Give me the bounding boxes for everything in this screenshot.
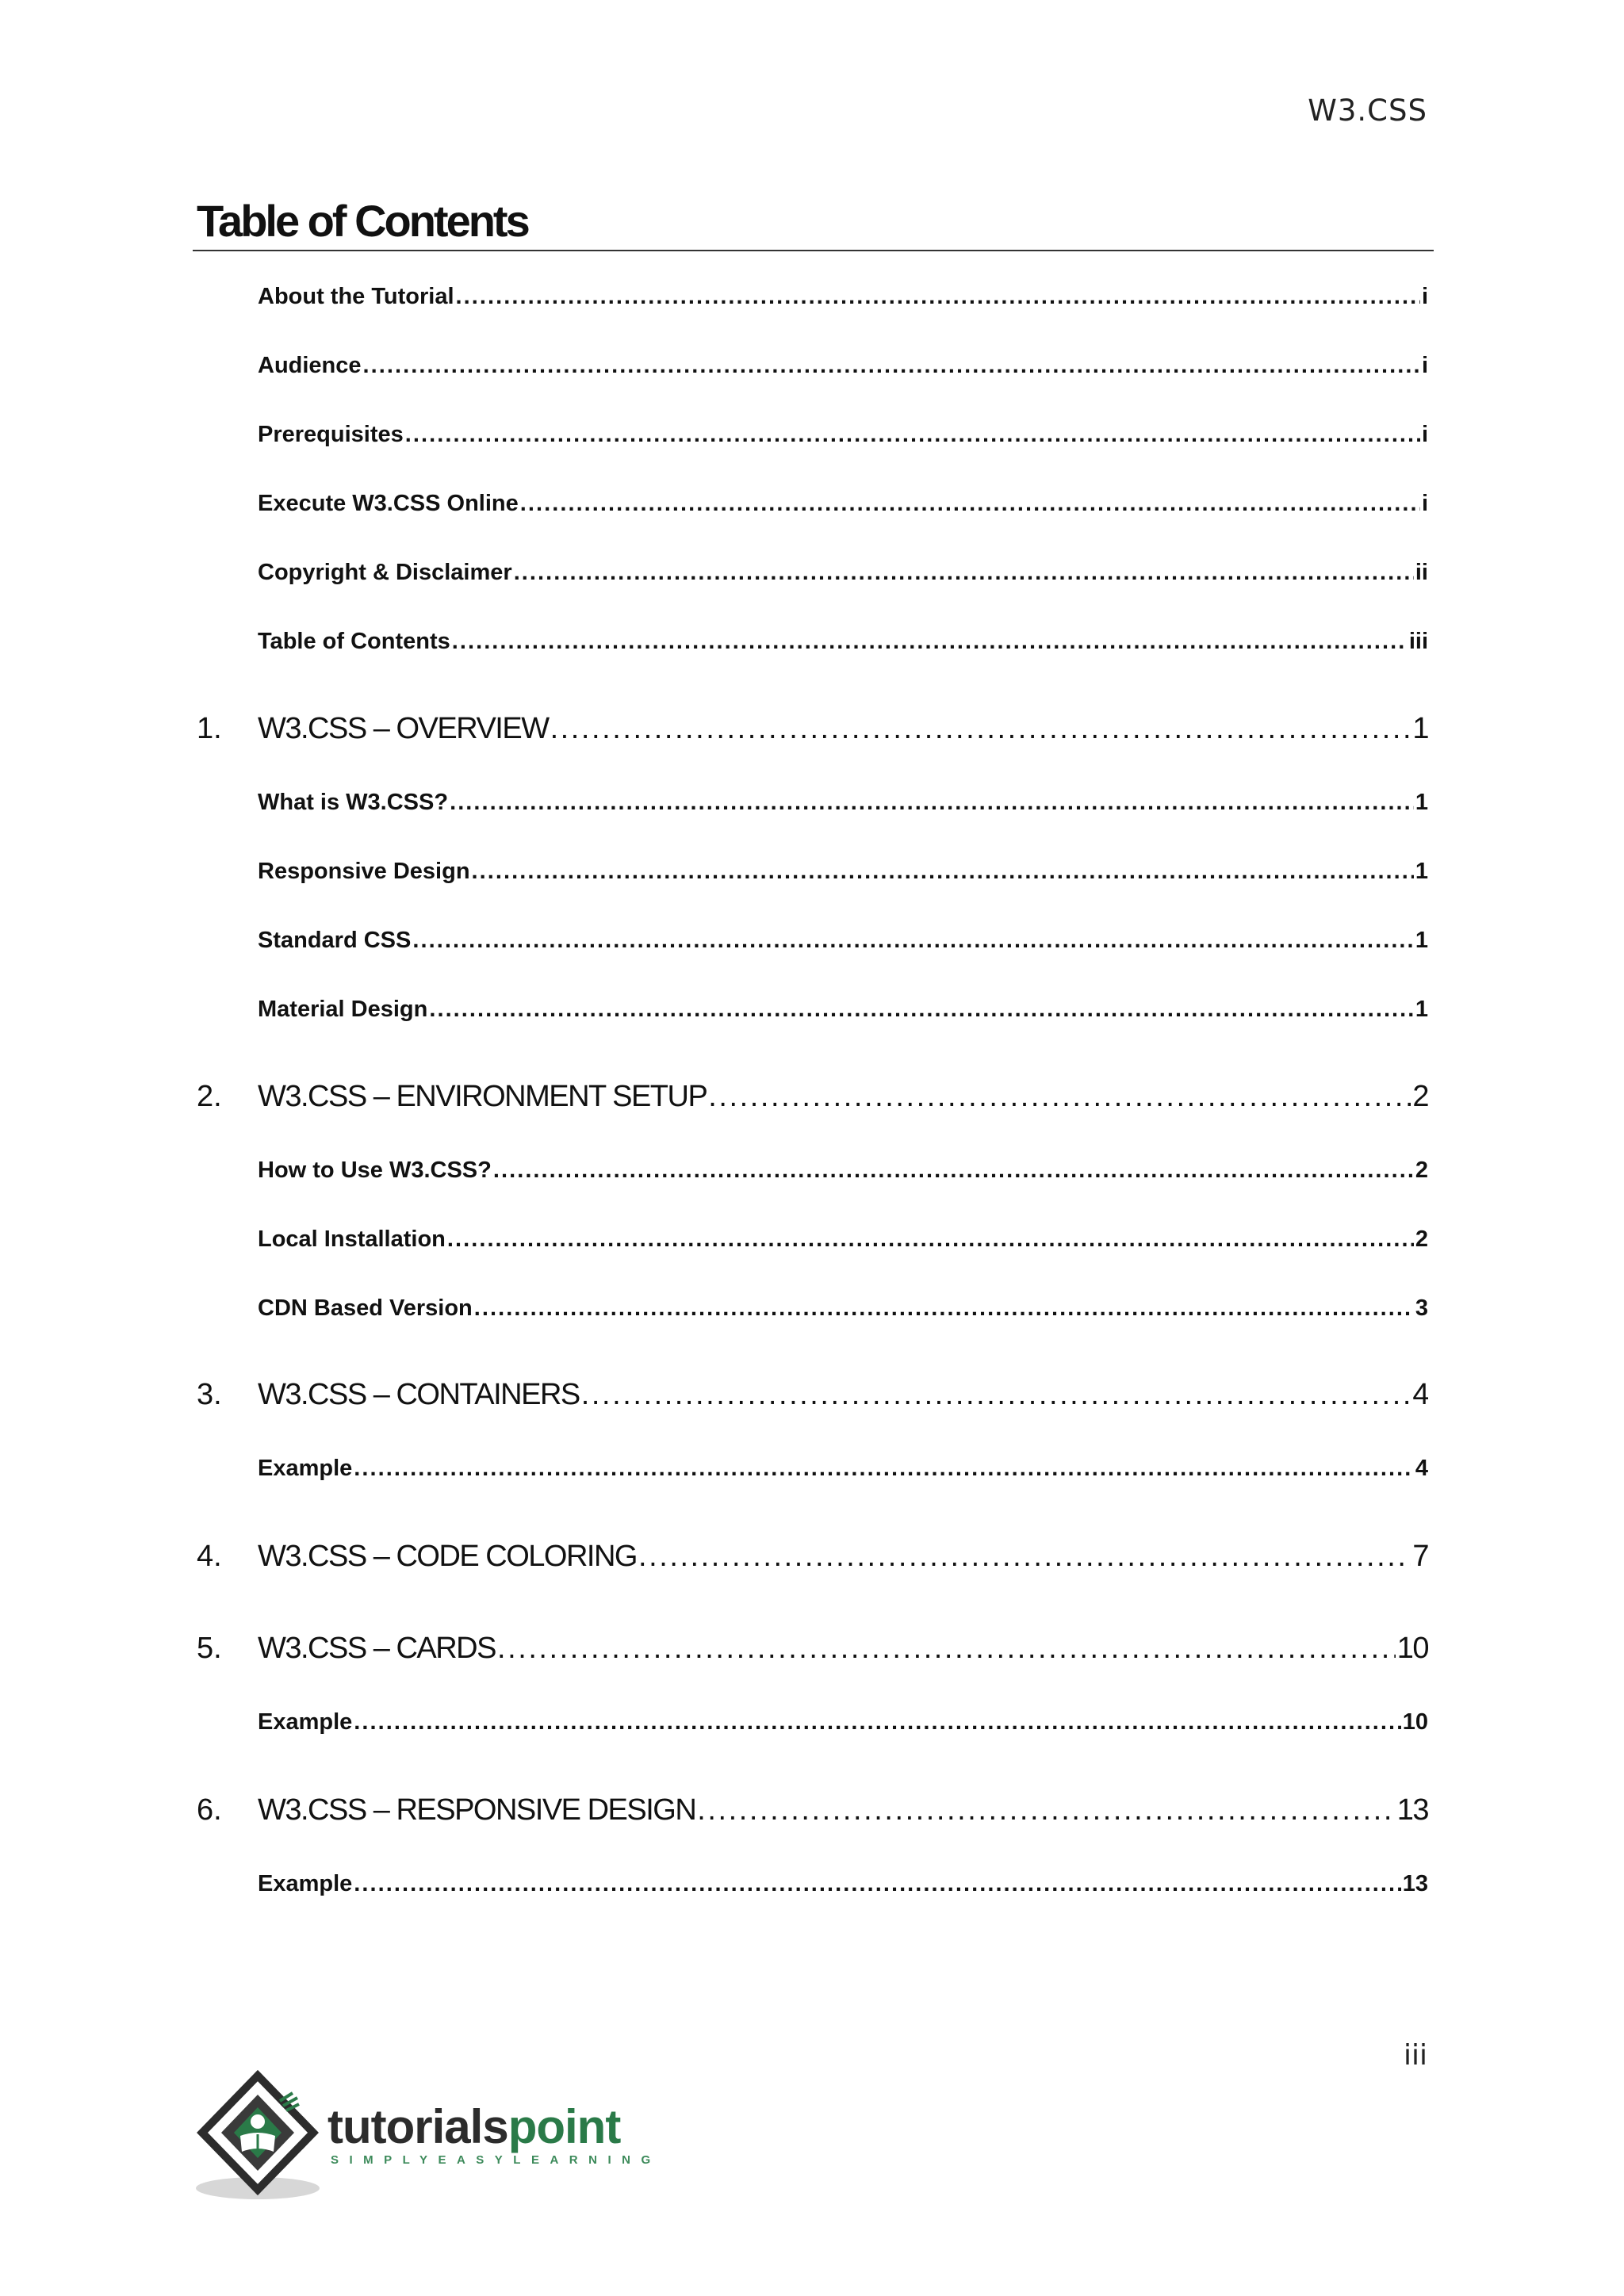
toc-entry-label: Table of Contents bbox=[258, 629, 450, 654]
dot-leader bbox=[354, 1456, 1414, 1482]
dot-leader bbox=[474, 1295, 1414, 1322]
toc-entry[interactable] bbox=[258, 1226, 1428, 1253]
dot-leader bbox=[638, 1540, 1411, 1574]
toc-entry-label: Example bbox=[258, 1871, 353, 1896]
dot-leader bbox=[472, 859, 1414, 885]
dot-leader bbox=[363, 353, 1420, 379]
toc-entry-label: About the Tutorial bbox=[258, 284, 454, 309]
dot-leader bbox=[405, 422, 1420, 448]
chapter-number: 3. bbox=[197, 1378, 222, 1411]
chapter-entry[interactable] bbox=[258, 1378, 1428, 1412]
chapter-number: 5. bbox=[197, 1632, 222, 1665]
dot-leader bbox=[354, 1871, 1400, 1897]
chapter-page: 10 bbox=[1396, 1632, 1428, 1665]
toc-entry-label: Copyright & Disclaimer bbox=[258, 560, 512, 585]
dot-leader bbox=[493, 1158, 1414, 1184]
toc-entry-label: Standard CSS bbox=[258, 928, 412, 953]
toc-entry-page: 2 bbox=[1415, 1158, 1428, 1183]
logo-emblem-icon bbox=[194, 2069, 329, 2204]
chapter-page: 7 bbox=[1412, 1540, 1428, 1573]
toc-entry-page: 2 bbox=[1415, 1226, 1428, 1252]
toc-entry-page: i bbox=[1421, 353, 1428, 378]
toc-entry-page: 1 bbox=[1415, 859, 1428, 884]
toc-entry-page: 1 bbox=[1415, 790, 1428, 815]
logo-tagline: SIMPLYEASYLEARNING bbox=[331, 2153, 661, 2167]
dot-leader bbox=[450, 790, 1414, 816]
dot-leader bbox=[550, 712, 1411, 746]
chapter-entry[interactable] bbox=[258, 1080, 1428, 1114]
toc-entry[interactable] bbox=[258, 790, 1428, 816]
toc-entry[interactable] bbox=[258, 1871, 1428, 1897]
toc-title: Table of Contents bbox=[197, 196, 528, 246]
chapter-title: W3.CSS – OVERVIEW bbox=[258, 712, 549, 745]
toc-entry[interactable] bbox=[258, 997, 1428, 1023]
dot-leader bbox=[708, 1080, 1411, 1114]
toc-entry[interactable] bbox=[258, 629, 1428, 655]
toc-entry-label: CDN Based Version bbox=[258, 1295, 473, 1321]
toc-entry-page: ii bbox=[1415, 560, 1428, 585]
title-divider bbox=[193, 250, 1434, 251]
chapter-page: 2 bbox=[1412, 1080, 1428, 1113]
toc-entry-page: 1 bbox=[1415, 928, 1428, 953]
toc-entry-label: What is W3.CSS? bbox=[258, 790, 449, 815]
dot-leader bbox=[581, 1378, 1411, 1412]
toc-entry-label: Execute W3.CSS Online bbox=[258, 491, 519, 516]
toc-entry-page: i bbox=[1421, 284, 1428, 309]
chapter-page: 4 bbox=[1412, 1378, 1428, 1411]
toc-entry-label: Audience bbox=[258, 353, 362, 378]
toc-entry-page: i bbox=[1421, 422, 1428, 447]
chapter-number: 6. bbox=[197, 1793, 222, 1827]
toc-entry-page: iii bbox=[1408, 629, 1428, 654]
toc-entry[interactable] bbox=[258, 491, 1428, 517]
dot-leader bbox=[354, 1709, 1400, 1735]
toc-entry[interactable] bbox=[258, 422, 1428, 448]
chapter-title: W3.CSS – RESPONSIVE DESIGN bbox=[258, 1793, 696, 1827]
chapter-page: 13 bbox=[1396, 1793, 1428, 1827]
toc-entry-page: 10 bbox=[1402, 1709, 1428, 1735]
toc-entry-page: 13 bbox=[1402, 1871, 1428, 1896]
logo-word-accent: point bbox=[508, 2100, 621, 2153]
logo-word-main: tutorials bbox=[327, 2100, 508, 2153]
logo-wordmark bbox=[327, 2099, 620, 2154]
dot-leader bbox=[497, 1632, 1396, 1666]
chapter-title: W3.CSS – CARDS bbox=[258, 1632, 496, 1665]
dot-leader bbox=[447, 1226, 1414, 1253]
chapter-title: W3.CSS – ENVIRONMENT SETUP bbox=[258, 1080, 707, 1113]
toc-entry-label: Local Installation bbox=[258, 1226, 446, 1252]
chapter-entry[interactable] bbox=[258, 1540, 1428, 1574]
toc-entry-label: Material Design bbox=[258, 997, 428, 1022]
chapter-entry[interactable] bbox=[258, 1793, 1428, 1827]
toc-entry-label: Responsive Design bbox=[258, 859, 470, 884]
toc-entry[interactable] bbox=[258, 284, 1428, 310]
page-number: iii bbox=[1403, 2039, 1427, 2072]
document-title: W3.CSS bbox=[1308, 94, 1427, 128]
toc-entry-page: 1 bbox=[1415, 997, 1428, 1022]
toc-entry[interactable] bbox=[258, 1295, 1428, 1322]
chapter-title: W3.CSS – CONTAINERS bbox=[258, 1378, 580, 1411]
chapter-page: 1 bbox=[1412, 712, 1428, 745]
toc-entry[interactable] bbox=[258, 1158, 1428, 1184]
toc-entry[interactable] bbox=[258, 1709, 1428, 1735]
dot-leader bbox=[520, 491, 1420, 517]
chapter-entry[interactable] bbox=[258, 1632, 1428, 1666]
toc-entry[interactable] bbox=[258, 560, 1428, 586]
dot-leader bbox=[514, 560, 1414, 586]
chapter-number: 4. bbox=[197, 1540, 222, 1573]
toc-entry[interactable] bbox=[258, 1456, 1428, 1482]
chapter-entry[interactable] bbox=[258, 712, 1428, 746]
dot-leader bbox=[452, 629, 1408, 655]
toc-entry-label: How to Use W3.CSS? bbox=[258, 1158, 492, 1183]
toc-entry-label: Example bbox=[258, 1456, 353, 1481]
toc-entry-page: i bbox=[1421, 491, 1428, 516]
toc-entry-label: Prerequisites bbox=[258, 422, 404, 447]
dot-leader bbox=[456, 284, 1420, 310]
chapter-number: 1. bbox=[197, 712, 222, 745]
dot-leader bbox=[429, 997, 1414, 1023]
tutorialspoint-logo bbox=[194, 2069, 661, 2212]
dot-leader bbox=[412, 928, 1413, 954]
chapter-number: 2. bbox=[197, 1080, 222, 1113]
toc-entry[interactable] bbox=[258, 353, 1428, 379]
toc-entry[interactable] bbox=[258, 859, 1428, 885]
toc-entry-page: 3 bbox=[1415, 1295, 1428, 1321]
toc-entry-page: 4 bbox=[1415, 1456, 1428, 1481]
toc-entry[interactable] bbox=[258, 928, 1428, 954]
chapter-title: W3.CSS – CODE COLORING bbox=[258, 1540, 637, 1573]
dot-leader bbox=[697, 1793, 1395, 1827]
toc-entry-label: Example bbox=[258, 1709, 353, 1735]
